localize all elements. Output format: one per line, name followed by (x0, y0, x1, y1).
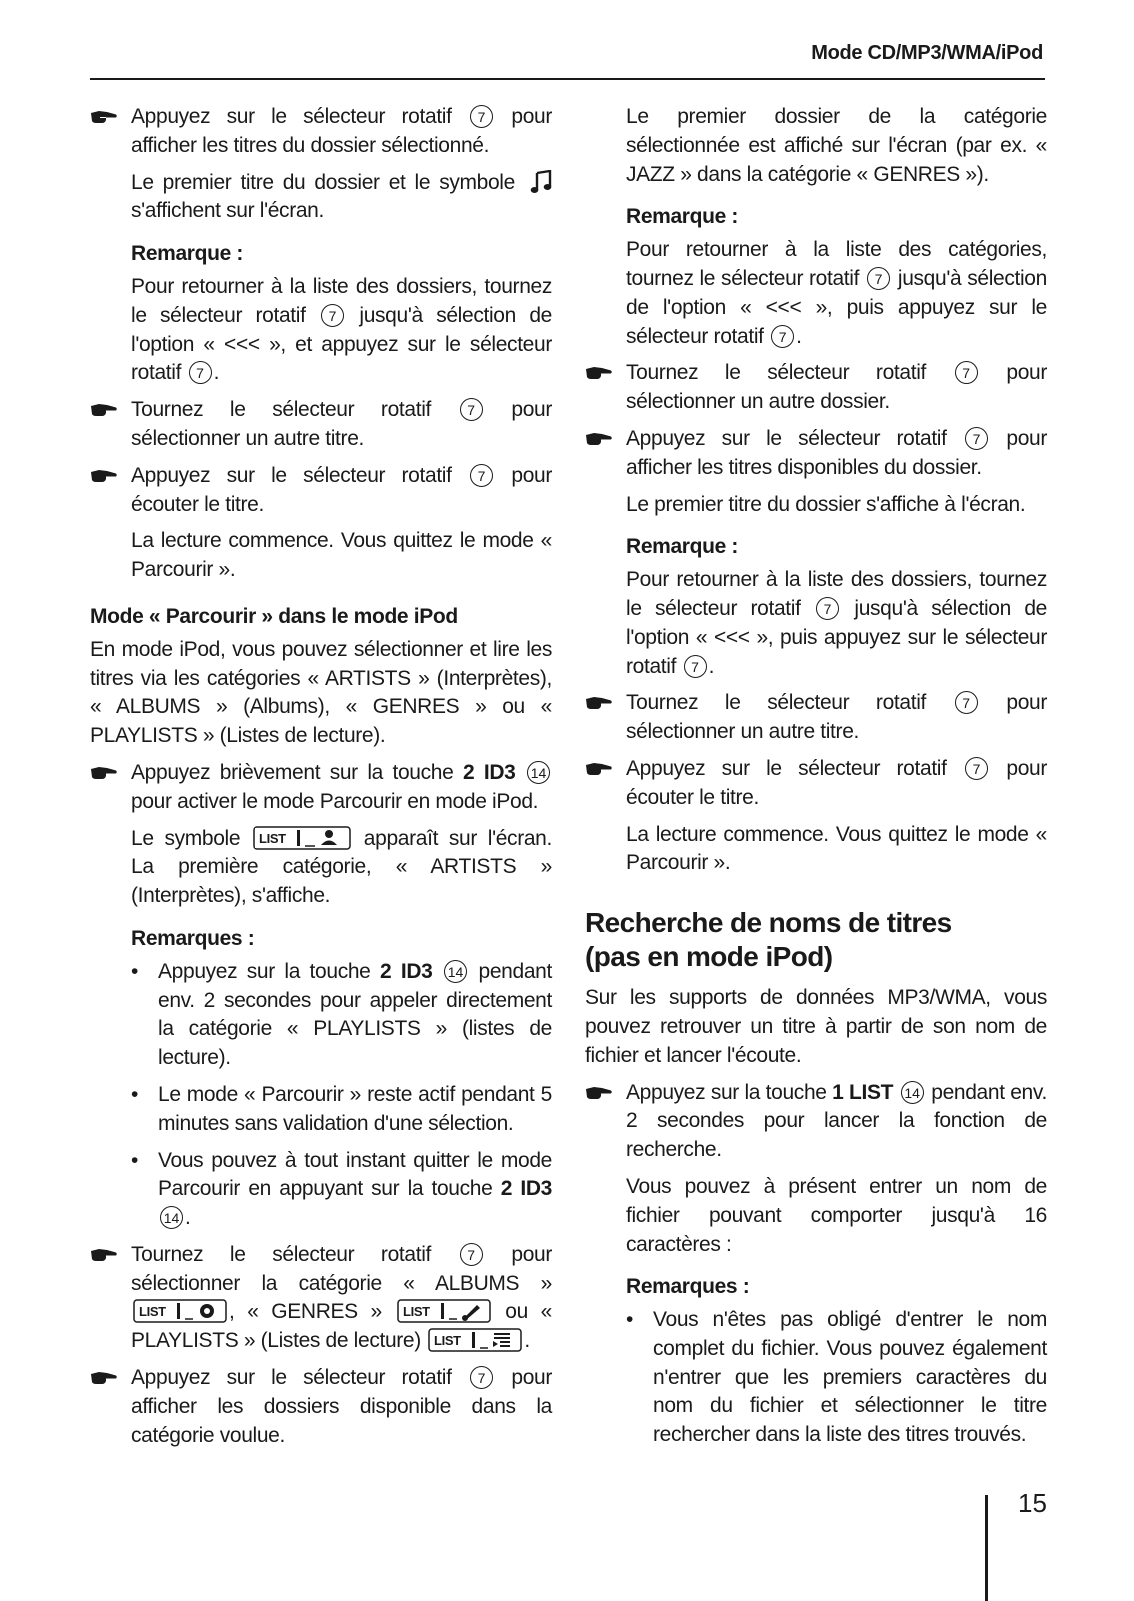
key-ref: 14 (901, 1081, 924, 1104)
subheading: Mode « Parcourir » dans le mode iPod (90, 604, 458, 628)
pointing-hand-icon (90, 764, 118, 782)
page-number: 15 (1018, 1488, 1047, 1518)
pointing-hand-icon (90, 108, 118, 126)
list-artist-symbol-icon (253, 826, 351, 850)
note-label: Remarque : (626, 535, 739, 559)
step-item: Tournez le sélecteur rotatif 7 pour sélectionner la catégorie « ALBUMS » LIST , « GENRES » LIST ou « PLAYLISTS » (Listes de lecture) LIST . (90, 1241, 552, 1356)
bullet-item: • Vous pouvez à tout instant quitter le mode Parcourir en appuyant sur la touche 2 ID3 14 . (131, 1148, 552, 1230)
note-label: Remarque : (131, 242, 244, 266)
result-text: Le premier dossier de la catégorie sélectionnée est affiché sur l'écran (par ex. « JAZZ » dans la catégorie « GENRES »). (626, 105, 1047, 186)
step-item: Appuyez sur le sélecteur rotatif 7 pour écouter le titre. (90, 462, 552, 520)
pointing-hand-icon (90, 467, 118, 485)
music-note-icon (530, 170, 552, 194)
rotary-selector-ref: 7 (460, 398, 483, 421)
step-item: Tournez le sélecteur rotatif 7 pour sélectionner un autre dossier. (585, 359, 1047, 417)
intro-paragraph: En mode iPod, vous pouvez sélectionner et lire les titres via les catégories « ARTISTS » (Interprètes), « ALBUMS » (Albums), « GENRES » ou « PLAYLISTS » (Listes de lecture). (90, 637, 552, 748)
header-title: Mode CD/MP3/WMA/iPod (811, 42, 1043, 64)
bullet-item: • Vous n'êtes pas obligé d'entrer le nom complet du fichier. Vous pouvez également n'entrer que les premiers caractères du nom du fichier et sélectionner le titre rechercher dans la liste des titres trouvés. (626, 1308, 1047, 1447)
pointing-hand-icon (90, 1369, 118, 1387)
step-text: Appuyez sur le sélecteur rotatif (131, 105, 452, 128)
svg-text:LIST: LIST (139, 1304, 166, 1320)
result-text: Le premier titre du dossier et le symbole s'affichent sur l'écran. (90, 169, 552, 227)
key-ref: 14 (444, 960, 467, 983)
rotary-selector-ref: 7 (684, 655, 707, 678)
key-label: 2 ID3 (462, 760, 516, 784)
rotary-selector-ref: 7 (955, 361, 978, 384)
step-item: Tournez le sélecteur rotatif 7 pour sélectionner un autre titre. (90, 396, 552, 454)
left-column (90, 103, 552, 1458)
step-item: Appuyez sur la touche 1 LIST 14 pendant env. 2 secondes pour lancer la fonction de recherche. (585, 1079, 1047, 1165)
key-ref: 14 (527, 761, 550, 784)
list-genre-symbol-icon (397, 1299, 491, 1323)
rotary-selector-ref: 7 (965, 757, 988, 780)
step-item: Appuyez sur le sélecteur rotatif 7 pour écouter le titre. (585, 755, 1047, 813)
svg-text:LIST: LIST (402, 1304, 430, 1320)
result-text: Vous pouvez à présent entrer un nom de fichier pouvant comporter jusqu'à 16 caractères : (626, 1174, 1047, 1256)
result-text: La lecture commence. Vous quittez le mode « Parcourir ». (626, 822, 1047, 875)
key-label: 2 ID3 (380, 959, 433, 983)
key-label: 2 ID3 (500, 1177, 552, 1201)
step-item: Appuyez sur le sélecteur rotatif 7 pour afficher les titres disponibles du dossier. (585, 425, 1047, 483)
rotary-selector-ref: 7 (867, 267, 890, 290)
rotary-selector-ref: 7 (955, 691, 978, 714)
list-playlist-symbol-icon (428, 1328, 522, 1352)
bullet-item: • Appuyez sur la touche 2 ID3 14 pendant env. 2 secondes pour appeler directement la catégorie « PLAYLISTS » (listes de lecture). (131, 959, 552, 1070)
pointing-hand-icon (90, 1246, 118, 1264)
step-text: pour afficher les titres du dossier sélectionné. (131, 105, 552, 157)
note-text: Pour retourner à la liste des dossiers, tournez le sélecteur rotatif 7 jusqu'à sélection de l'option « <<< », et appuyez sur le sélecteur rotatif 7 . (131, 274, 552, 385)
notes-label: Remarques : (131, 926, 255, 950)
notes-label: Remarques : (626, 1275, 750, 1299)
note-text: Pour retourner à la liste des catégories, tournez le sélecteur rotatif 7 jusqu'à sélection de l'option « <<< », puis appuyez sur le sélecteur rotatif 7 . (626, 238, 1047, 348)
rotary-selector-ref: 7 (965, 427, 988, 450)
key-ref: 14 (160, 1206, 183, 1229)
key-label: 1 LIST (832, 1080, 894, 1104)
section-heading: Recherche de noms de titres (pas en mode iPod) (585, 907, 952, 973)
pointing-hand-icon (585, 694, 613, 712)
result-text: Le premier titre du dossier s'affiche à l'écran. (626, 492, 1026, 516)
step-item: Appuyez brièvement sur la touche 2 ID3 14 pour activer le mode Parcourir en mode iPod. (90, 759, 552, 817)
rotary-selector-ref: 7 (470, 1366, 493, 1389)
step-item (90, 103, 552, 161)
result-text: Le symbole LIST apparaît sur l'écran. La première catégorie, « ARTISTS » (Interprètes), s'affiche. (131, 826, 552, 908)
rotary-selector-ref: 7 (816, 597, 839, 620)
rotary-selector-ref: 7 (470, 464, 493, 487)
result-text: La lecture commence. Vous quittez le mode « Parcourir ». (131, 529, 552, 582)
note-label: Remarque : (626, 205, 739, 229)
pointing-hand-icon (585, 1084, 613, 1102)
pointing-hand-icon (585, 430, 613, 448)
note-text: Pour retourner à la liste des dossiers, tournez le sélecteur rotatif 7 jusqu'à sélection de l'option « <<< », puis appuyez sur le sélecteur rotatif 7 . (626, 568, 1047, 678)
rotary-selector-ref: 7 (771, 325, 794, 348)
pointing-hand-icon (90, 401, 118, 419)
rotary-selector-ref: 7 (321, 304, 344, 327)
page-header (90, 38, 1045, 80)
page-number-rule (985, 1495, 988, 1601)
svg-text:LIST: LIST (434, 1333, 462, 1349)
right-column (585, 103, 1047, 1458)
step-item: Appuyez sur le sélecteur rotatif 7 pour afficher les dossiers disponible dans la catégorie voulue. (90, 1364, 552, 1450)
intro-paragraph: Sur les supports de données MP3/WMA, vous pouvez retrouver un titre à partir de son nom de fichier et lancer l'écoute. (585, 986, 1047, 1067)
pointing-hand-icon (585, 760, 613, 778)
svg-text:LIST: LIST (259, 830, 286, 846)
bullet-item: • Le mode « Parcourir » reste actif pendant 5 minutes sans validation d'une sélection. (131, 1082, 552, 1135)
rotary-selector-ref: 7 (189, 361, 212, 384)
step-item: Tournez le sélecteur rotatif 7 pour sélectionner un autre titre. (585, 689, 1047, 747)
rotary-selector-ref: 7 (470, 105, 493, 128)
rotary-selector-ref: 7 (460, 1243, 483, 1266)
list-album-symbol-icon (133, 1299, 227, 1323)
pointing-hand-icon (585, 364, 613, 382)
